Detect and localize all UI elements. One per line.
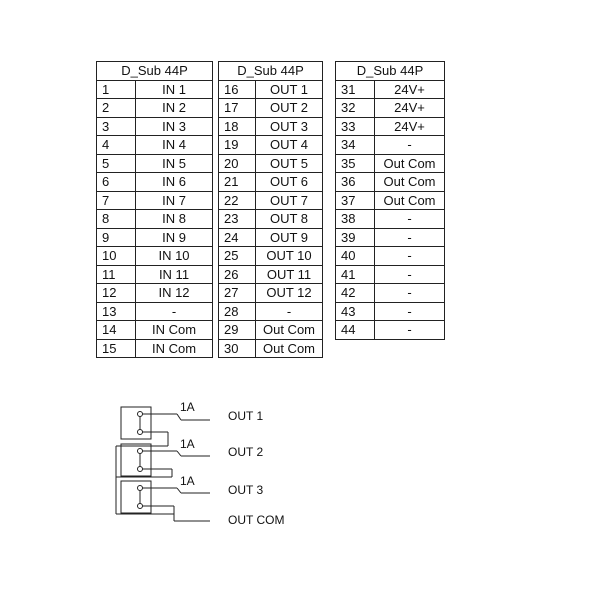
pin-signal: IN 11: [136, 265, 213, 284]
relay-1-box: [121, 407, 151, 439]
relay-3-contact-bottom: [138, 504, 143, 509]
pin-signal: -: [375, 228, 445, 247]
relay-2-contact-top: [138, 449, 143, 454]
pin-number: 25: [219, 247, 256, 266]
pin-number: 24: [219, 228, 256, 247]
pin-number: 5: [97, 154, 136, 173]
pin-number: 29: [219, 321, 256, 340]
relay-1-contact-top: [138, 412, 143, 417]
relay-3-contact-top: [138, 486, 143, 491]
pin-number: 27: [219, 284, 256, 303]
pin-number: 31: [336, 80, 375, 99]
pin-signal: OUT 7: [256, 191, 323, 210]
pin-number: 36: [336, 173, 375, 192]
pin-signal: IN Com: [136, 321, 213, 340]
pin-number: 30: [219, 339, 256, 358]
pin-signal: OUT 12: [256, 284, 323, 303]
pin-number: 11: [97, 265, 136, 284]
pin-number: 41: [336, 265, 375, 284]
pin-signal: IN 10: [136, 247, 213, 266]
pin-number: 22: [219, 191, 256, 210]
pin-number: 44: [336, 321, 375, 340]
pin-signal: OUT 5: [256, 154, 323, 173]
pin-number: 34: [336, 136, 375, 155]
pin-signal: OUT 9: [256, 228, 323, 247]
out-1-label: OUT 1: [228, 409, 264, 423]
pin-signal: 24V+: [375, 99, 445, 118]
pin-number: 28: [219, 302, 256, 321]
pin-number: 37: [336, 191, 375, 210]
pin-number: 35: [336, 154, 375, 173]
pin-number: 10: [97, 247, 136, 266]
pin-number: 1: [97, 80, 136, 99]
pin-signal: -: [375, 265, 445, 284]
pin-number: 20: [219, 154, 256, 173]
pin-signal: Out Com: [256, 321, 323, 340]
pin-signal: IN 6: [136, 173, 213, 192]
pin-signal: IN 2: [136, 99, 213, 118]
relay-2-box: [121, 444, 151, 476]
pin-number: 21: [219, 173, 256, 192]
pin-number: 12: [97, 284, 136, 303]
pin-signal: IN 9: [136, 228, 213, 247]
relay-1-contact-bottom: [138, 430, 143, 435]
pin-signal: OUT 3: [256, 117, 323, 136]
pin-number: 2: [97, 99, 136, 118]
pin-number: 32: [336, 99, 375, 118]
pin-number: 7: [97, 191, 136, 210]
pin-signal: Out Com: [256, 339, 323, 358]
pin-number: 19: [219, 136, 256, 155]
pin-signal: IN 8: [136, 210, 213, 229]
table-header: D_Sub 44P: [97, 62, 213, 81]
pin-number: 8: [97, 210, 136, 229]
pin-signal: -: [375, 321, 445, 340]
pin-number: 33: [336, 117, 375, 136]
relay-3-current: 1A: [180, 474, 195, 488]
pin-signal: Out Com: [375, 191, 445, 210]
pin-signal: IN 7: [136, 191, 213, 210]
pin-number: 9: [97, 228, 136, 247]
pin-number: 4: [97, 136, 136, 155]
pin-number: 13: [97, 302, 136, 321]
out-2-label: OUT 2: [228, 445, 264, 459]
pin-signal: Out Com: [375, 173, 445, 192]
pin-number: 3: [97, 117, 136, 136]
relay-1-current: 1A: [180, 400, 195, 414]
pin-signal: -: [375, 284, 445, 303]
pin-number: 16: [219, 80, 256, 99]
pin-signal: IN 4: [136, 136, 213, 155]
pin-number: 6: [97, 173, 136, 192]
pin-signal: IN Com: [136, 339, 213, 358]
pin-signal: Out Com: [375, 154, 445, 173]
pin-signal: 24V+: [375, 80, 445, 99]
pin-signal: 24V+: [375, 117, 445, 136]
pin-signal: -: [256, 302, 323, 321]
pin-signal: -: [136, 302, 213, 321]
pin-number: 43: [336, 302, 375, 321]
pin-signal: OUT 11: [256, 265, 323, 284]
pin-signal: IN 1: [136, 80, 213, 99]
pin-signal: OUT 1: [256, 80, 323, 99]
table-header: D_Sub 44P: [336, 62, 445, 81]
pin-number: 23: [219, 210, 256, 229]
pin-number: 38: [336, 210, 375, 229]
pin-signal: -: [375, 247, 445, 266]
pin-number: 40: [336, 247, 375, 266]
pin-signal: -: [375, 302, 445, 321]
pin-signal: OUT 8: [256, 210, 323, 229]
pin-number: 26: [219, 265, 256, 284]
out-com-label: OUT COM: [228, 513, 285, 527]
pin-signal: -: [375, 210, 445, 229]
relay-2-contact-bottom: [138, 467, 143, 472]
out-3-label: OUT 3: [228, 483, 264, 497]
pin-signal: OUT 4: [256, 136, 323, 155]
table-header: D_Sub 44P: [219, 62, 323, 81]
pin-signal: OUT 6: [256, 173, 323, 192]
relay-3-box: [121, 481, 151, 513]
pin-signal: OUT 10: [256, 247, 323, 266]
pin-signal: OUT 2: [256, 99, 323, 118]
pin-signal: IN 12: [136, 284, 213, 303]
pin-signal: IN 3: [136, 117, 213, 136]
pin-number: 15: [97, 339, 136, 358]
pin-signal: IN 5: [136, 154, 213, 173]
pin-signal: -: [375, 136, 445, 155]
pin-number: 42: [336, 284, 375, 303]
pin-number: 14: [97, 321, 136, 340]
relay-2-current: 1A: [180, 437, 195, 451]
pin-number: 39: [336, 228, 375, 247]
pin-number: 17: [219, 99, 256, 118]
pin-number: 18: [219, 117, 256, 136]
